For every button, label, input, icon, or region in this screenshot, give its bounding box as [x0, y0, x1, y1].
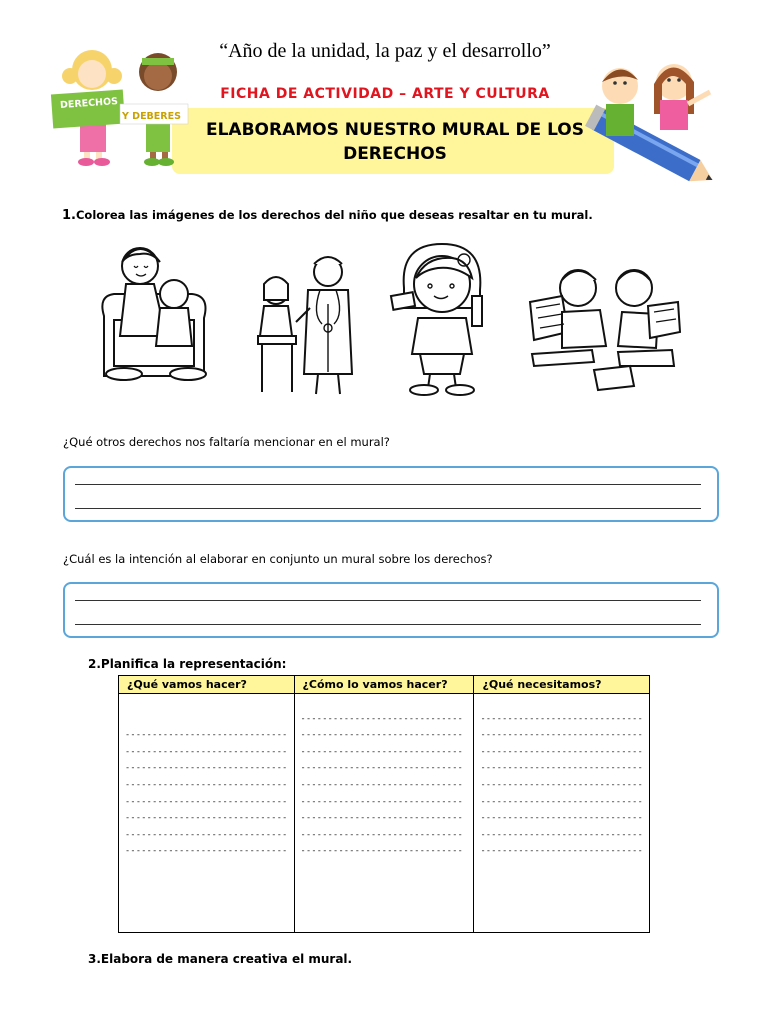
- planning-table: [118, 675, 650, 933]
- dashed-lines-how: [301, 694, 468, 860]
- page-title-line2: DERECHOS: [343, 144, 447, 164]
- section-3-title: 3.Elabora de manera creativa el mural.: [88, 952, 353, 966]
- dashed-line: [480, 694, 643, 711]
- dashed-line: ------------------------------: [300, 746, 464, 757]
- column-header-need: ¿Qué necesitamos?: [474, 676, 650, 694]
- question-1: [62, 208, 593, 223]
- column-header-how: ¿Cómo lo vamos hacer?: [294, 676, 474, 694]
- dashed-line: ------------------------------: [125, 813, 288, 824]
- kids-pencil-illustration: [582, 54, 722, 186]
- page-title-line1: ELABORAMOS NUESTRO MURAL DE LOS: [205, 120, 585, 140]
- dashed-line: ------------------------------: [300, 779, 464, 790]
- dashed-line: ------------------------------: [480, 796, 643, 807]
- sign-text-derechos: DERECHOS: [59, 95, 119, 112]
- dashed-line: [125, 694, 288, 711]
- question-1-number: 1.: [62, 208, 76, 223]
- column-how-cell[interactable]: [294, 694, 474, 933]
- dashed-line: ------------------------------: [480, 829, 643, 840]
- question-other-rights: ¿Qué otros derechos nos faltaría mencionar en el mural?: [63, 435, 390, 449]
- answer-box-mural-intention[interactable]: [63, 582, 719, 638]
- dashed-line: [301, 694, 468, 711]
- dashed-line: ------------------------------: [480, 779, 643, 790]
- dashed-line: ------------------------------: [480, 846, 643, 857]
- column-header-what: ¿Qué vamos hacer?: [119, 676, 295, 694]
- dashed-line: ------------------------------: [125, 796, 288, 807]
- dashed-line: ------------------------------: [125, 829, 288, 840]
- ficha-subtitle: FICHA DE ACTIVIDAD – ARTE Y CULTURA: [220, 86, 550, 102]
- dashed-line: ------------------------------: [125, 846, 288, 857]
- dashed-line: ------------------------------: [480, 713, 643, 724]
- answer-line[interactable]: [75, 600, 701, 601]
- answer-box-other-rights[interactable]: [63, 466, 719, 522]
- dashed-line: ------------------------------: [125, 763, 288, 774]
- dashed-line: ------------------------------: [125, 779, 288, 790]
- year-title: “Año de la unidad, la paz y el desarrollo”: [219, 40, 551, 62]
- answer-line[interactable]: [75, 508, 701, 509]
- column-need-cell[interactable]: [474, 694, 650, 933]
- id-card-girl-illustration[interactable]: [386, 238, 496, 398]
- dashed-line: ------------------------------: [125, 730, 288, 741]
- dashed-line: ------------------------------: [300, 846, 464, 857]
- dashed-line: ------------------------------: [480, 730, 643, 741]
- section-2-title: 2.Planifica la representación:: [88, 657, 287, 671]
- sign-text-deberes: Y DEBERES: [122, 111, 181, 122]
- dashed-line: ------------------------------: [300, 730, 464, 741]
- answer-line[interactable]: [75, 624, 701, 625]
- dashed-line: ------------------------------: [480, 746, 643, 757]
- dashed-line: [125, 711, 288, 728]
- family-care-illustration[interactable]: [94, 236, 214, 384]
- dashed-line: ------------------------------: [300, 813, 464, 824]
- question-1-text: Colorea las imágenes de los derechos del niño que deseas resaltar en tu mural.: [75, 208, 593, 222]
- dashed-line: ------------------------------: [300, 713, 464, 724]
- page-title: [190, 118, 600, 166]
- dashed-line: ------------------------------: [480, 813, 643, 824]
- dashed-lines-need: [480, 694, 643, 860]
- dashed-line: ------------------------------: [480, 763, 643, 774]
- doctor-health-illustration[interactable]: [252, 244, 362, 396]
- dashed-line: ------------------------------: [300, 829, 464, 840]
- dashed-lines-what: [125, 694, 288, 860]
- column-what-cell[interactable]: [119, 694, 295, 933]
- kids-reading-illustration[interactable]: [522, 262, 694, 392]
- dashed-line: ------------------------------: [300, 763, 464, 774]
- dashed-line: ------------------------------: [125, 746, 288, 757]
- question-mural-intention: ¿Cuál es la intención al elaborar en conjunto un mural sobre los derechos?: [63, 552, 493, 566]
- answer-line[interactable]: [75, 484, 701, 485]
- dashed-line: ------------------------------: [300, 796, 464, 807]
